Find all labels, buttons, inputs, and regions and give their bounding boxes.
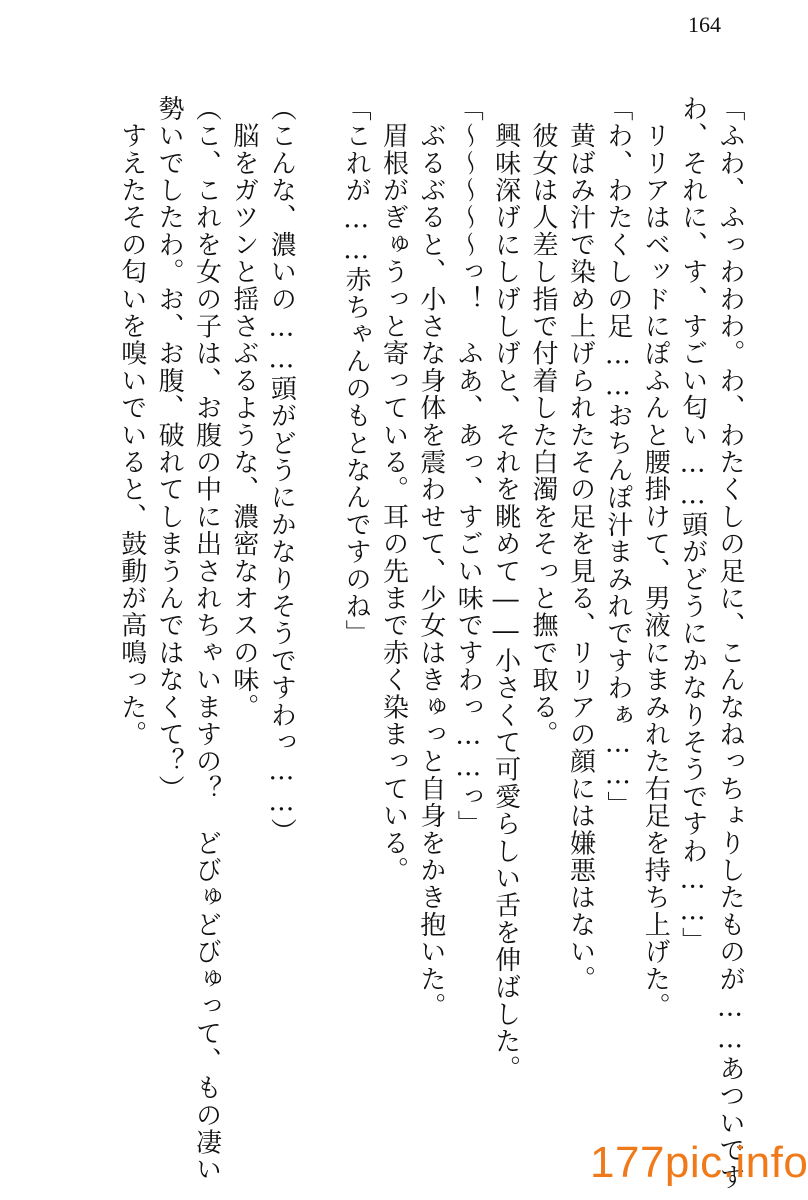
text-line: 眉根がぎゅうっと寄っている。耳の先まで赤く染まっている。 — [378, 95, 409, 884]
text-line: 黄ばみ汁で染め上げられたその足を見る、リリアの顔には嫌悪はない。 — [565, 95, 596, 993]
text-line: わ、それに、す、すごい匂い……頭がどうにかなりそうですわ……」 — [677, 95, 708, 955]
page-number: 164 — [688, 12, 721, 37]
blank-line — [299, 95, 336, 1125]
text-line: 興味深げにしげしげと、それを眺めて――小さくて可愛らしい舌を伸ばした。 — [490, 95, 521, 1083]
text-line: 脳をガツンと揺さぶるような、濃密なオスの味。 — [228, 95, 259, 721]
text-line: すえたその匂いを嗅いでいると、鼓動が高鳴った。 — [116, 95, 147, 748]
text-line: 彼女は人差し指で付着した白濁をそっと撫で取る。 — [528, 95, 559, 748]
text-line: 「ふわ、ふっわわわ。わ、わたくしの足に、こんなねっちょりしたものが……あついです — [715, 95, 745, 1191]
text-line: （こ、これを女の子は、お腹の中に出されちゃいますの？ どびゅどびゅって、もの凄い — [191, 95, 222, 1183]
text-line: （こんな、濃いの……頭がどうにかなりそうですわっ……） — [266, 95, 297, 846]
text-line: 「これが……赤ちゃんのもとなんですのね」 — [341, 95, 372, 647]
text-line: 勢いでしたわ。お、お腹、破れてしまうんではなくて？） — [154, 95, 185, 803]
text-line: 「わ、わたくしの足……おちんぽ汁まみれですわぁ……」 — [602, 95, 633, 819]
text-line: ぶるぶると、小さな身体を震わせて、少女はきゅっと自身をかき抱いた。 — [415, 95, 446, 1020]
text-line: 「〜〜〜〜〜っ！ ふあ、あっ、すごい味ですわっ……っ」 — [453, 95, 484, 838]
text-line: リリアはベッドにぽふんと腰掛けて、男液にまみれた右足を持ち上げた。 — [640, 95, 671, 1020]
watermark: 177pic.info — [590, 1138, 808, 1187]
